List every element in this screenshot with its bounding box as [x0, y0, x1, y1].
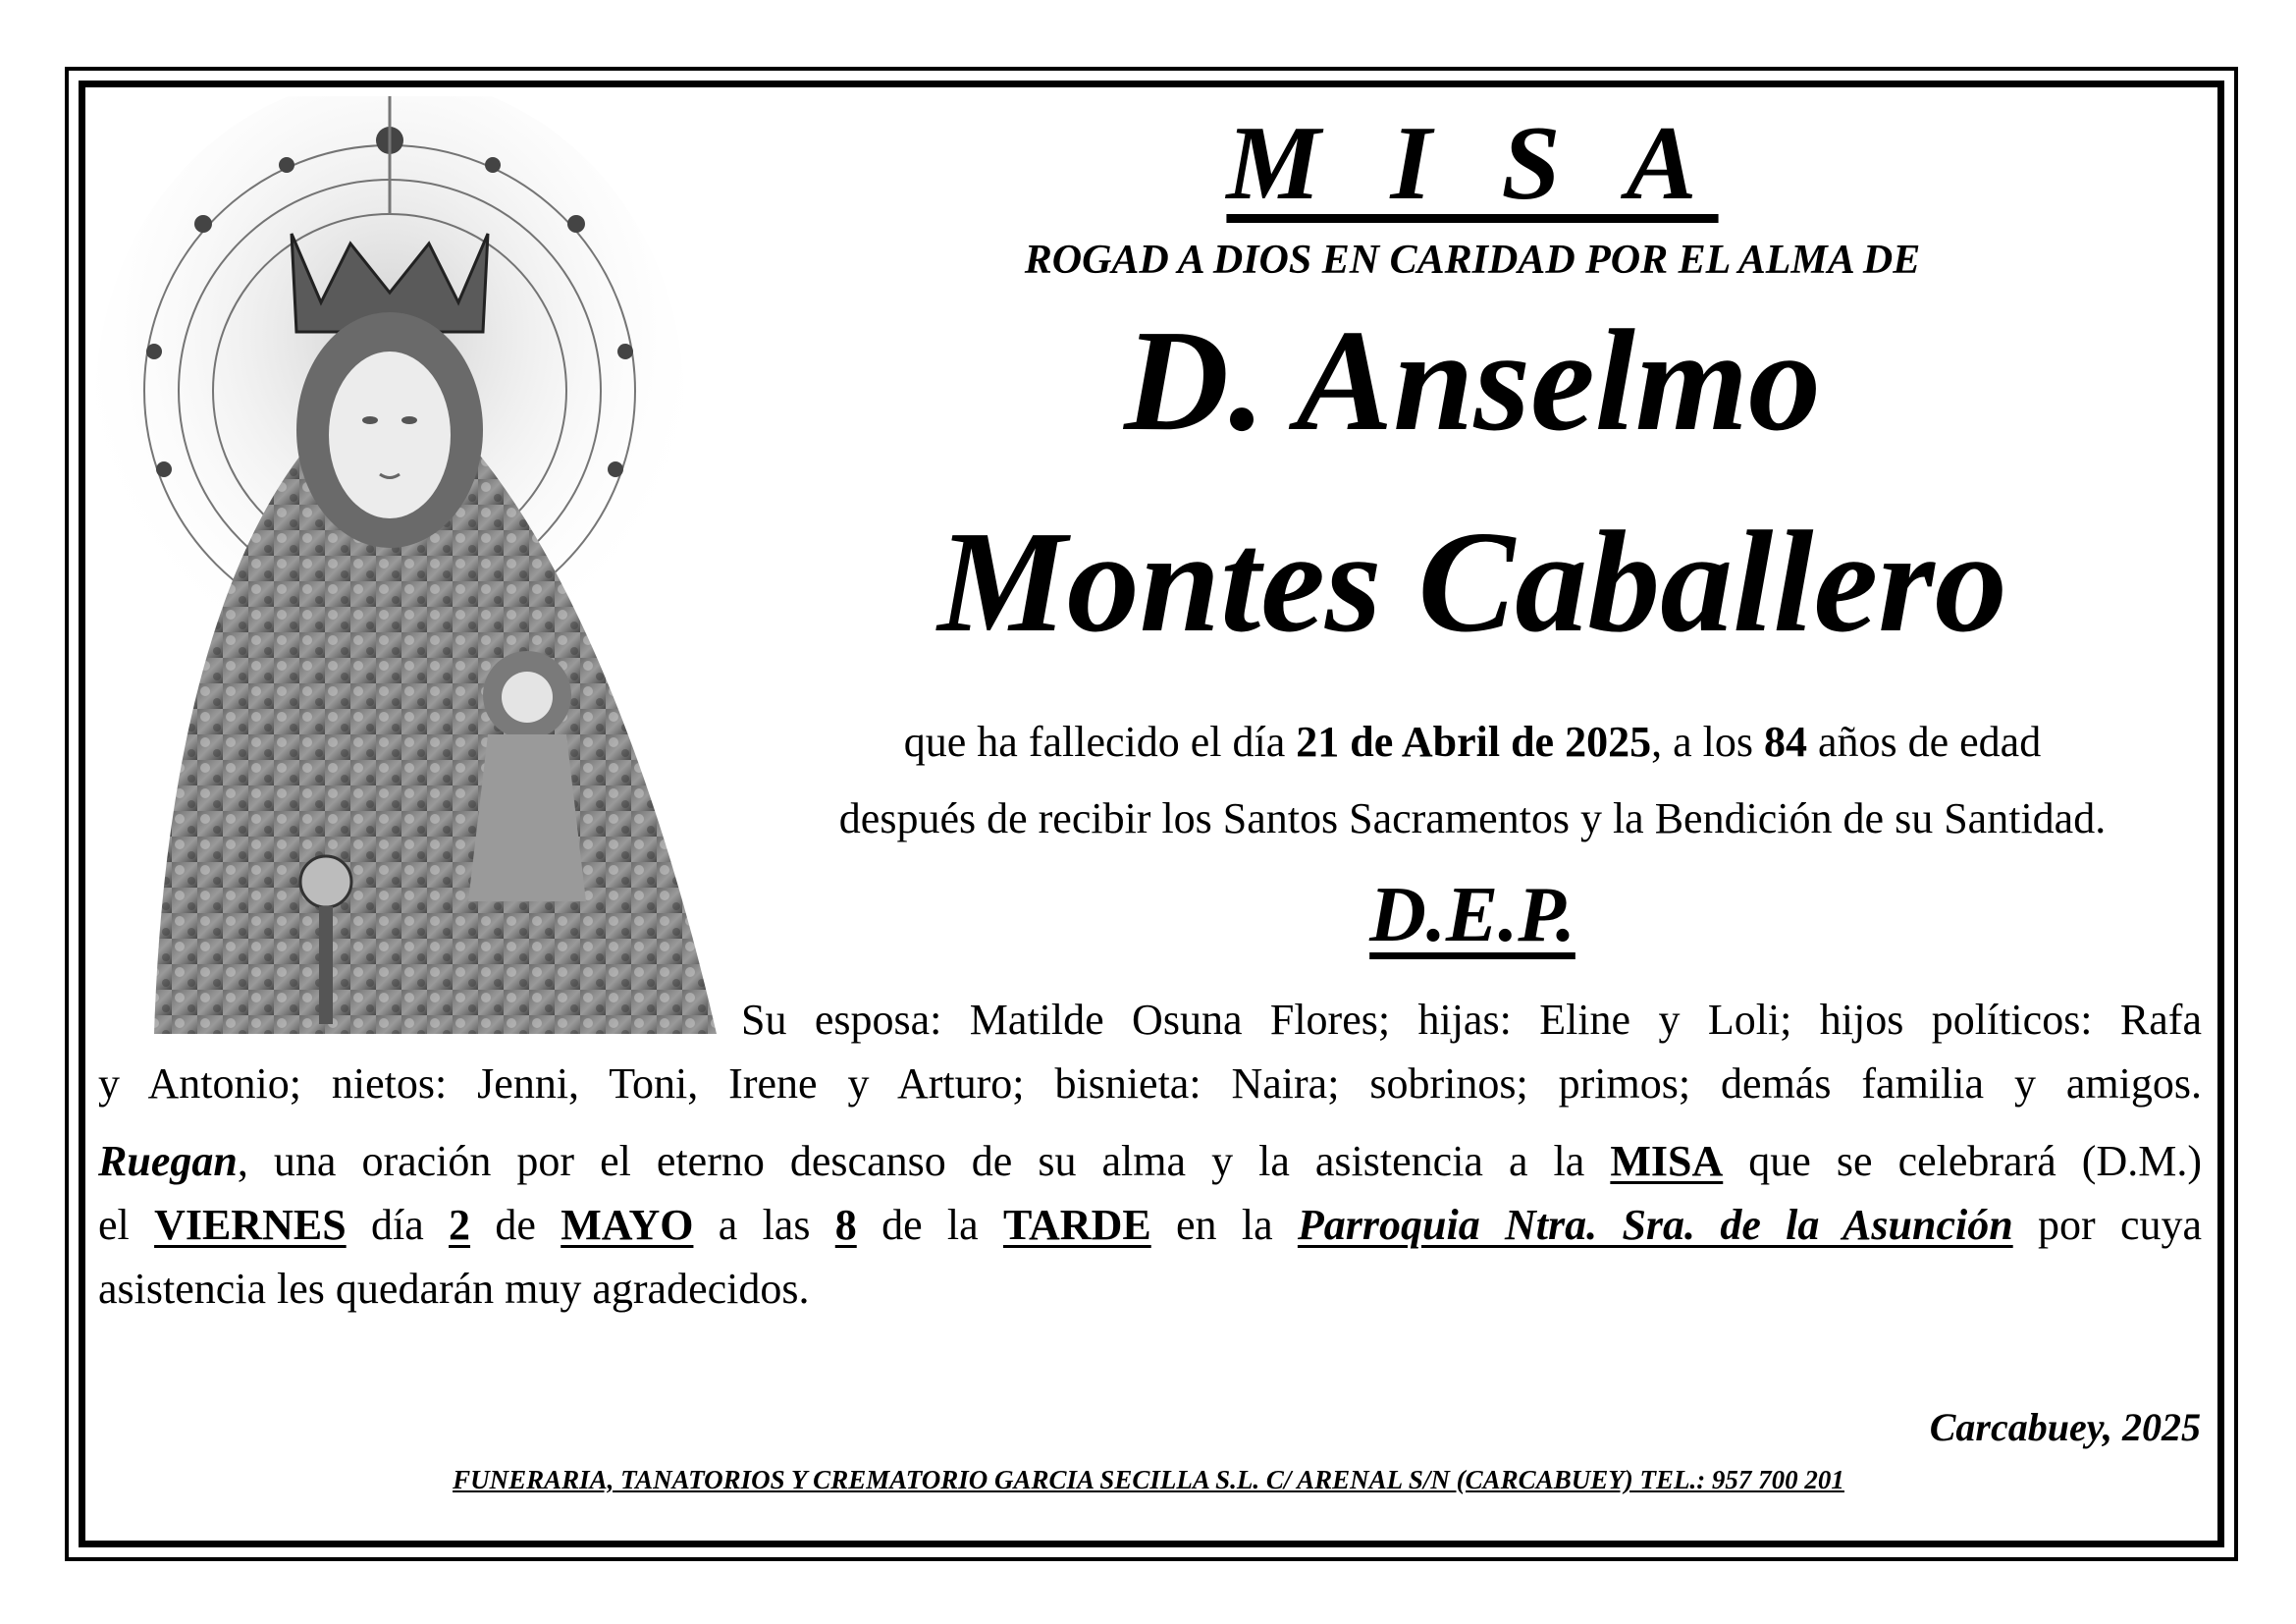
ruegan-word: Ruegan [98, 1137, 238, 1185]
rip-heading: D.E.P. [1369, 872, 1575, 958]
family-line-2: y Antonio; nietos: Jenni, Toni, Irene y Arturo; bisnieta: Naira; sobrinos; primos; demás familia y amigos. [98, 1059, 2202, 1108]
death-prefix: que ha fallecido el día [903, 718, 1297, 766]
deceased-name-line1: D. Anselmo [1124, 300, 1821, 461]
request-text-4: día [346, 1201, 450, 1249]
death-suffix: años de edad [1806, 718, 2042, 766]
request-line-3: asistencia les quedarán muy agradecidos. [98, 1265, 810, 1313]
request-text-5: de [470, 1201, 561, 1249]
request-text-1: , una oración por el eterno descanso de su alma y la asistencia a la [237, 1137, 1611, 1185]
day-number: 2 [449, 1201, 471, 1249]
request-text-9: por cuya [2012, 1201, 2203, 1249]
family-line-1: Su esposa: Matilde Osuna Flores; hijas: Eline y Loli; hijos políticos: Rafa [741, 996, 2202, 1044]
subtitle: ROGAD A DIOS EN CARIDAD POR EL ALMA DE [1024, 238, 1921, 283]
death-date: 21 de Abril de 2025 [1296, 718, 1652, 766]
death-mid: , a los [1651, 718, 1764, 766]
church-name: Parroquia Ntra. Sra. de la Asunción [1297, 1201, 2013, 1249]
day-name: VIERNES [154, 1201, 347, 1249]
request-text-2: que se celebrará (D.M.) [1723, 1137, 2203, 1185]
request-text-6: a las [693, 1201, 835, 1249]
request-line-2 [98, 1193, 2202, 1257]
request-text-7: de la [856, 1201, 1003, 1249]
place-date: Carcabuey, 2025 [1929, 1405, 2201, 1449]
death-age: 84 [1763, 718, 1807, 766]
funeral-home-footer: FUNERARIA, TANATORIOS Y CREMATORIO GARCIA SECILLA S.L. C/ ARENAL S/N (CARCABUEY) TEL.: 957 700 201 [453, 1465, 1844, 1494]
virgin-image [95, 96, 717, 1034]
sacraments-text: después de recibir los Santos Sacramentos y la Bendición de su Santidad. [838, 794, 2107, 842]
page-title: M I S A [1226, 105, 1719, 222]
request-text-8: en la [1150, 1201, 1298, 1249]
period: TARDE [1002, 1201, 1151, 1249]
death-info [746, 717, 2199, 769]
hour: 8 [834, 1201, 857, 1249]
request-line-1 [98, 1129, 2202, 1193]
request-text-3: el [98, 1201, 155, 1249]
month: MAYO [561, 1201, 694, 1249]
virgin-illustration [95, 96, 717, 1034]
deceased-name-line2: Montes Caballero [937, 502, 2007, 663]
misa-word: MISA [1610, 1137, 1724, 1185]
